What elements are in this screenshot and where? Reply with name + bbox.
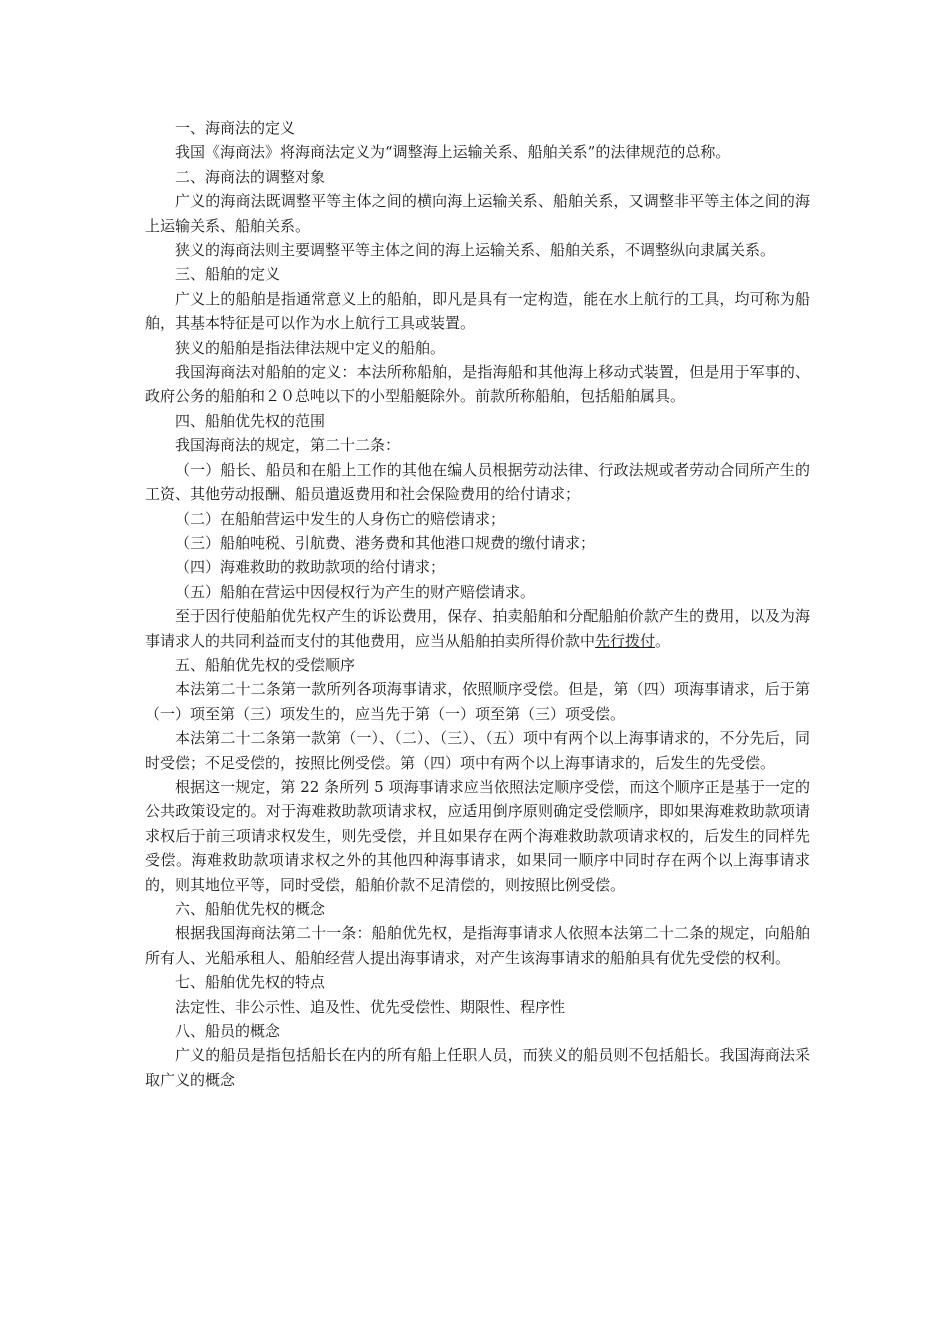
- section-heading: 七、船舶优先权的特点: [175, 973, 326, 992]
- section-heading: 三、船舶的定义: [175, 265, 281, 284]
- list-item: （三）船舶吨税、引航费、港务费和其他港口规费的缴付请求；: [175, 533, 596, 552]
- section-heading: 八、船员的概念: [175, 1022, 281, 1041]
- list-item: （一）船长、船员和在船上工作的其他在编人员根据劳动法律、行政法规或者劳动合同所产生的工资、其他劳动报酬、船员遣返费用和社会保险费用的给付请求；: [145, 460, 810, 504]
- paragraph: 狭义的海商法则主要调整平等主体之间的海上运输关系、船舶关系，不调整纵向隶属关系。: [175, 241, 776, 260]
- paragraph: 狭义的船舶是指法律法规中定义的船舶。: [175, 338, 446, 357]
- paragraph: 根据这一规定，第 22 条所列 5 项海事请求应当依照法定顺序受偿，而这个顺序正是基于一定的公共政策设定的。对于海难救助款项请求权，应适用倒序原则确定受偿顺序，即如果海难救助款项请求权后于前三项请求权发生，则先受偿，并且如果存在两个海难救助款项请求权的，后发生的同样先受偿。海难救助款项请求权之外的其他四种海事请求，如果同一顺序中同时存在两个以上海事请求的，则其地位平等，同时受偿，船舶价款不足清偿的，则按照比例受偿。: [145, 777, 810, 894]
- paragraph: 我国海商法的规定，第二十二条：: [175, 436, 401, 455]
- underlined-term: 先行拨付: [595, 631, 656, 650]
- paragraph: 本法第二十二条第一款第（一）、（二）、（三）、（五）项中有两个以上海事请求的，不分先后，同时受偿；不足受偿的，按照比例受偿。第（四）项中有两个以上海事请求的，后发生的先受偿。: [145, 729, 810, 772]
- paragraph: [145, 604, 810, 653]
- paragraph-text: 至于因行使船舶优先权产生的诉讼费用，保存、拍卖船舶和分配船舶价款产生的费用，以及为海事请求人的共同利益而支付的其他费用，应当从船舶拍卖所得价款中: [145, 607, 810, 650]
- paragraph: 我国《海商法》将海商法定义为“调整海上运输关系、船舶关系”的法律规范的总称。: [175, 143, 731, 162]
- document-body: [145, 116, 810, 1092]
- paragraph: 法定性、非公示性、追及性、优先受偿性、期限性、程序性: [175, 997, 566, 1016]
- list-item: （五）船舶在营运中因侵权行为产生的财产赔偿请求。: [175, 582, 536, 601]
- paragraph: 我国海商法对船舶的定义：本法所称船舶，是指海船和其他海上移动式装置，但是用于军事的、政府公务的船舶和２０总吨以下的小型船艇除外。前款所称船舶，包括船舶属具。: [145, 363, 810, 406]
- paragraph: 本法第二十二条第一款所列各项海事请求，依照顺序受偿。但是，第（四）项海事请求，后于第（一）项至第（三）项发生的，应当先于第（一）项至第（三）项受偿。: [145, 680, 810, 723]
- section-heading: 一、海商法的定义: [175, 119, 296, 137]
- section-heading: 六、船舶优先权的概念: [175, 900, 326, 918]
- paragraph: 广义上的船舶是指通常意义上的船舶，即凡是具有一定构造，能在水上航行的工具，均可称为船舶，其基本特征是可以作为水上航行工具或装置。: [145, 289, 810, 333]
- paragraph-text: 。: [655, 631, 671, 650]
- paragraph: 广义的船员是指包括船长在内的所有船上任职人员，而狭义的船员则不包括船长。我国海商法采取广义的概念: [145, 1046, 810, 1089]
- list-item: （四）海难救助的救助款项的给付请求；: [175, 558, 446, 577]
- section-heading: 二、海商法的调整对象: [175, 167, 326, 186]
- list-item: （二）在船舶营运中发生的人身伤亡的赔偿请求；: [175, 509, 506, 528]
- paragraph: 广义的海商法既调整平等主体之间的横向海上运输关系、船舶关系，又调整非平等主体之间的海上运输关系、船舶关系。: [145, 192, 810, 235]
- paragraph: 根据我国海商法第二十一条：船舶优先权，是指海事请求人依照本法第二十二条的规定，向船舶所有人、光船承租人、船舶经营人提出海事请求，对产生该海事请求的船舶具有优先受偿的权利。: [145, 924, 810, 967]
- section-heading: 四、船舶优先权的范围: [175, 411, 326, 430]
- section-heading: 五、船舶优先权的受偿顺序: [175, 655, 356, 674]
